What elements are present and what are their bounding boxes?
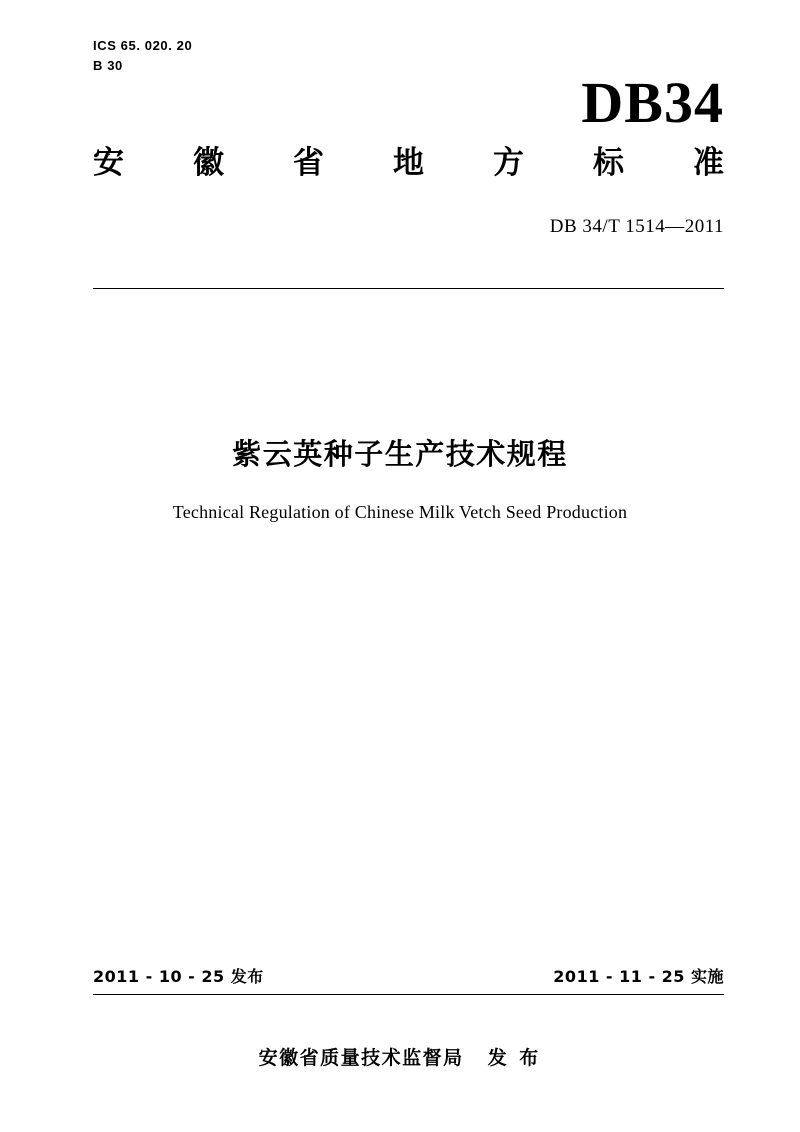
issuer-action: 发 布 <box>487 1047 542 1069</box>
issuer-line <box>0 1043 800 1070</box>
db34-logo: DB34 <box>581 70 724 135</box>
implementation-date: 2011 - 11 - 25 实施 <box>553 967 724 986</box>
standard-title-char: 徽 <box>193 145 224 181</box>
footer-divider <box>93 994 724 995</box>
classification-code: B 30 <box>93 58 123 74</box>
ics-code: ICS 65. 020. 20 <box>93 38 193 53</box>
standard-title-char: 省 <box>293 145 324 181</box>
standard-title-char: 标 <box>593 145 624 181</box>
ics-block <box>93 36 192 76</box>
standard-title-char: 安 <box>93 145 124 181</box>
standard-number: DB 34/T 1514—2011 <box>549 216 724 237</box>
page-title: 紫云英种子生产技术规程 <box>232 437 568 471</box>
issuer-name: 安徽省质量技术监督局 <box>258 1047 464 1069</box>
standard-title-char: 地 <box>393 145 424 181</box>
standard-title-char: 准 <box>693 145 724 181</box>
standard-title-char: 方 <box>493 145 524 181</box>
header-divider <box>93 288 724 289</box>
standard-title <box>93 145 724 181</box>
issue-date: 2011 - 10 - 25 发布 <box>93 967 264 986</box>
page-subtitle-english: Technical Regulation of Chinese Milk Vetch Seed Production <box>172 502 628 522</box>
footer-dates <box>93 964 724 987</box>
